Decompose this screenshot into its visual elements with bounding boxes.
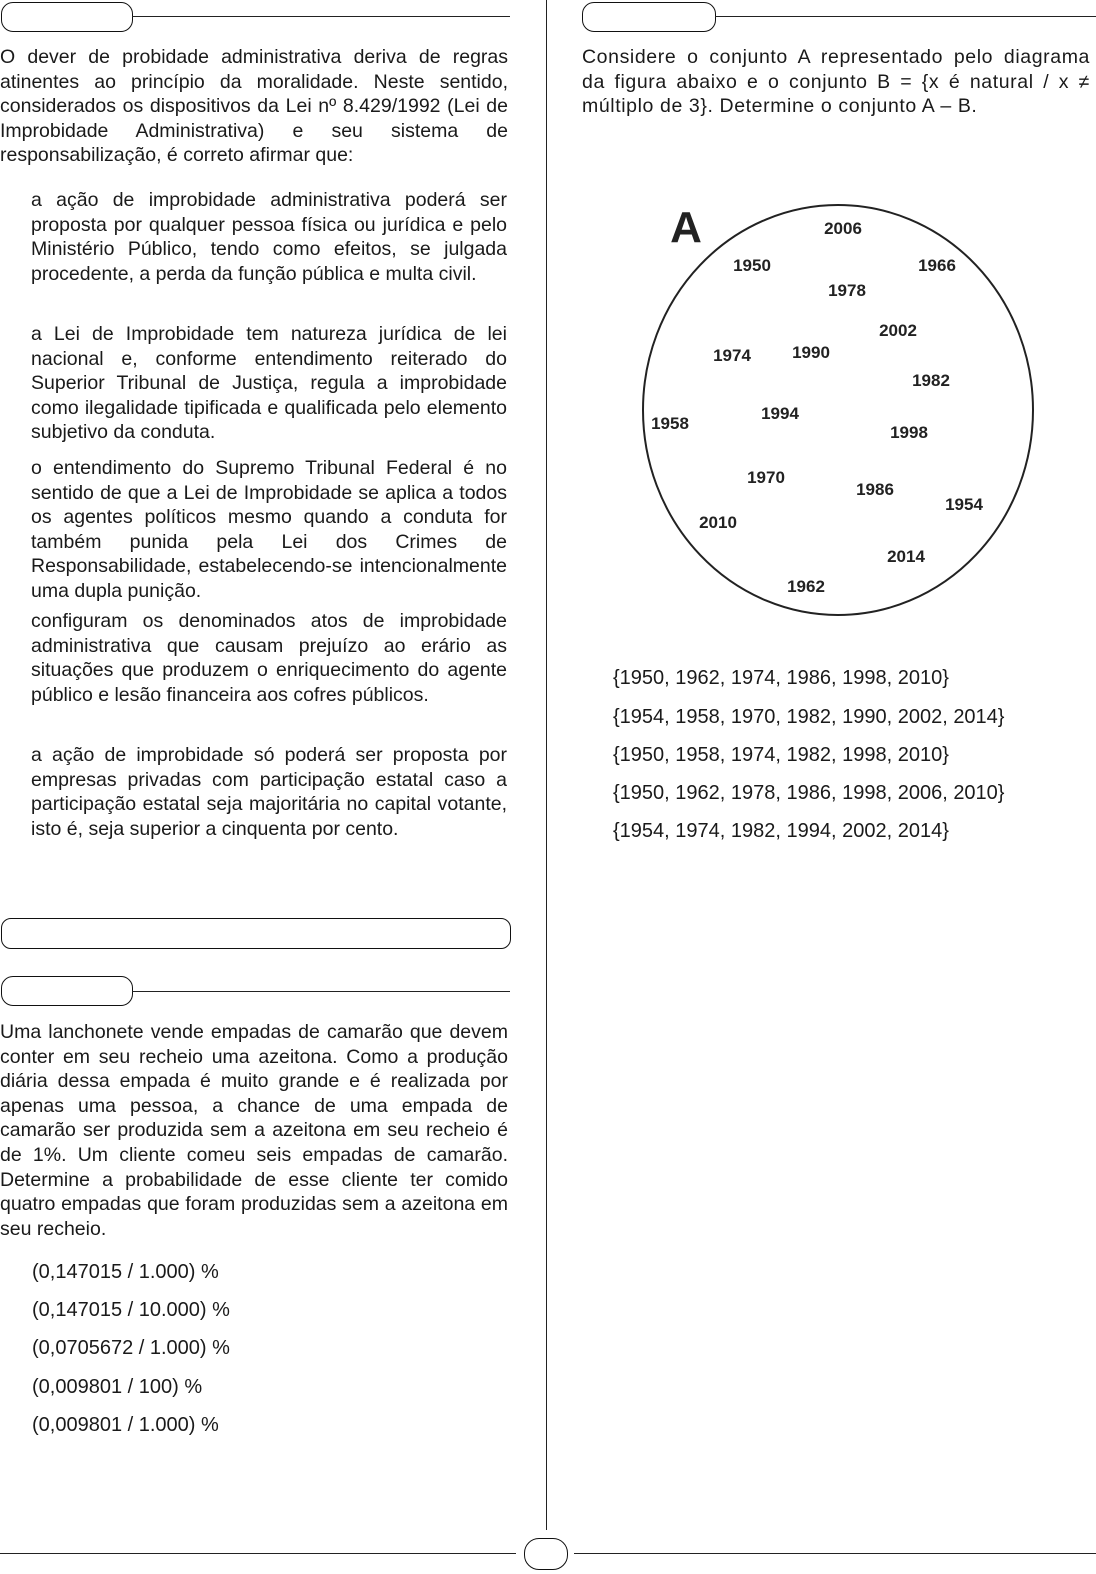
footer-rule xyxy=(574,1553,1096,1554)
footer-rule xyxy=(0,1553,516,1554)
set-element: 2014 xyxy=(887,547,925,566)
option-c[interactable]: {1950, 1958, 1974, 1982, 1998, 2010} xyxy=(613,744,949,766)
option-c[interactable]: o entendimento do Supremo Tribunal Federal é no sentido de que a Lei de Improbidade se aplica a todos os agentes políticos mesmo quando a conduta for também punida pela Lei dos Crimes de Responsabilidade, estabelecendo-se intencionalmente uma dupla punição. xyxy=(31,457,507,602)
question-statement: Uma lanchonete vende empadas de camarão que devem conter em seu recheio uma azeitona. Como a produção diária dessa empada é muito grande e é realizada por apenas uma pessoa, a chance de uma empada de camarão ser produzida sem a azeitona em seu recheio é de 1%. Um cliente comeu seis empadas de camarão. Determine a probabilidade de esse cliente ter comido quatro empadas que foram produzidas sem a azeitona em seu recheio. xyxy=(0,1021,508,1240)
set-label: A xyxy=(670,203,702,252)
option-e[interactable]: (0,009801 / 1.000) % xyxy=(32,1414,219,1436)
option-b[interactable]: a Lei de Improbidade tem natureza jurídica de lei nacional e, conforme entendimento reiterado do Superior Tribunal de Justiça, regula a improbidade como ilegalidade tipificada e qualificada pelo elemento subjetivo da conduta. xyxy=(31,323,507,444)
option-c[interactable]: (0,0705672 / 1.000) % xyxy=(32,1337,230,1359)
option-a[interactable]: (0,147015 / 1.000) % xyxy=(32,1261,219,1283)
set-element: 1974 xyxy=(713,346,751,365)
set-element: 1970 xyxy=(747,468,785,487)
header-rule xyxy=(132,991,510,992)
option-e[interactable]: a ação de improbidade só poderá ser proposta por empresas privadas com participação estatal caso a participação estatal seja majoritária no capital votante, isto é, seja superior a cinquenta por cento. xyxy=(31,744,507,840)
set-element: 1962 xyxy=(787,577,825,596)
set-element: 1982 xyxy=(912,371,950,390)
section-banner xyxy=(1,918,511,949)
set-element: 2006 xyxy=(824,219,862,238)
set-element: 1954 xyxy=(945,495,983,514)
option-d[interactable]: (0,009801 / 100) % xyxy=(32,1376,203,1398)
set-element: 1958 xyxy=(651,414,689,433)
question-statement: O dever de probidade administrativa deriva de regras atinentes ao princípio da moralidade. Neste sentido, considerados os dispositivos da Lei nº 8.429/1992 (Lei de Improbidade Administrativa) e seu sistema de responsabilização, é correto afirmar que: xyxy=(0,46,508,167)
page-number-box xyxy=(524,1538,568,1570)
option-a[interactable]: a ação de improbidade administrativa poderá ser proposta por qualquer pessoa física ou jurídica e pelo Ministério Público, tendo como efeitos, se julgada procedente, a perda da função pública e multa civil. xyxy=(31,189,507,285)
set-element: 1998 xyxy=(890,423,928,442)
set-element: 1950 xyxy=(733,256,771,275)
question-statement: Considere o conjunto A representado pelo diagrama da figura abaixo e o conjunto B = {x é natural / x ≠ múltiplo de 3}. Determine o conjunto A – B. xyxy=(582,46,1090,118)
set-element: 1966 xyxy=(918,256,956,275)
option-d[interactable]: configuram os denominados atos de improbidade administrativa que causam prejuízo ao erário as situações que produzem o enriquecimento do agente público e lesão financeira aos cofres públicos. xyxy=(31,610,507,706)
set-element: 1994 xyxy=(761,404,799,423)
set-element: 2002 xyxy=(879,321,917,340)
set-element: 2010 xyxy=(699,513,737,532)
set-element: 1978 xyxy=(828,281,866,300)
option-d[interactable]: {1950, 1962, 1978, 1986, 1998, 2006, 2010} xyxy=(613,782,1005,804)
option-a[interactable]: {1950, 1962, 1974, 1986, 1998, 2010} xyxy=(613,667,949,689)
option-b[interactable]: (0,147015 / 10.000) % xyxy=(32,1299,230,1321)
set-diagram xyxy=(0,0,1096,700)
option-e[interactable]: {1954, 1974, 1982, 1994, 2002, 2014} xyxy=(613,820,949,842)
set-circle xyxy=(643,205,1033,615)
question-number-box xyxy=(1,976,133,1006)
set-element: 1986 xyxy=(856,480,894,499)
option-b[interactable]: {1954, 1958, 1970, 1982, 1990, 2002, 2014} xyxy=(613,706,1005,728)
set-element: 1990 xyxy=(792,343,830,362)
